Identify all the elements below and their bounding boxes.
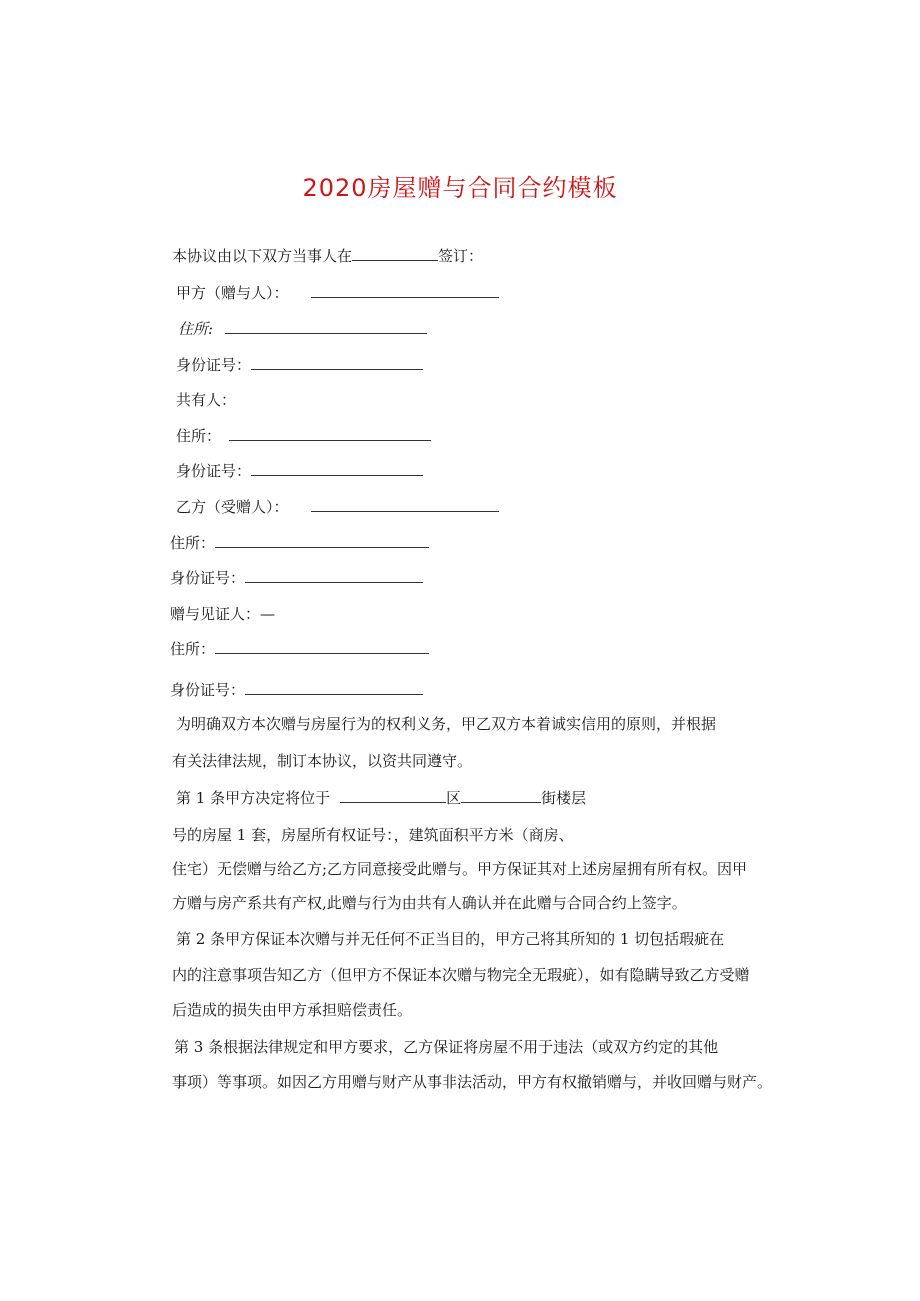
party-a-address-label: 住所: — [178, 320, 214, 338]
party-a-row — [176, 283, 499, 303]
witness-id-label: 身份证号： — [170, 681, 246, 699]
party-a-id-row — [176, 355, 423, 375]
party-b-id-row — [170, 568, 423, 588]
party-b-address-blank — [215, 533, 429, 548]
co-owner-address-blank — [229, 426, 431, 441]
article1-text-b: 区 — [446, 789, 462, 807]
co-owner-row — [176, 390, 236, 410]
party-b-label: 乙方（受赠人）： — [176, 498, 289, 516]
article1-line-2: 号的房屋 1 套，房屋所有权证号：，建筑面积平方米（商房、 — [172, 826, 574, 844]
party-a-id-label: 身份证号： — [176, 356, 252, 374]
intro-text-after: 签订： — [438, 247, 484, 265]
co-owner-id-blank — [251, 461, 423, 476]
article1-text-a: 第 1 条甲方决定将位于 — [176, 789, 331, 807]
article1-line-3: 住宅）无偿赠与给乙方;乙方同意接受此赠与。甲方保证其对上述房屋拥有所有权。因甲 — [172, 860, 748, 878]
preamble-line-2: 有关法律法规，制订本协议，以资共同遵守。 — [172, 752, 473, 770]
article1-text-c: 街楼层 — [541, 789, 587, 807]
witness-id-row — [170, 680, 423, 700]
party-b-address-label: 住所： — [170, 534, 216, 552]
party-b-id-blank — [245, 568, 423, 583]
party-b-address-row — [170, 533, 429, 553]
district-blank — [461, 788, 541, 803]
article1-line-4: 方赠与房产系共有产权,此赠与行为由共有人确认并在此赠与合同合约上签字。 — [172, 894, 687, 912]
witness-label: 赠与见证人：— — [170, 605, 276, 623]
co-owner-label: 共有人： — [176, 391, 237, 409]
location-blank — [340, 788, 446, 803]
intro-line — [172, 246, 483, 266]
co-owner-address-label: 住所： — [176, 427, 222, 445]
party-a-address-blank — [225, 319, 427, 334]
article2-line-3: 后造成的损失由甲方承担赔偿责任。 — [172, 1001, 413, 1019]
document-title: 2020房屋赠与合同合约模板 — [302, 174, 618, 202]
signing-place-blank — [352, 246, 438, 261]
party-a-blank — [311, 283, 499, 298]
party-a-label: 甲方（赠与人）： — [176, 284, 289, 302]
witness-address-row — [170, 639, 429, 659]
preamble-line-1: 为明确双方本次赠与房屋行为的权利义务，甲乙双方本着诚实信用的原则，并根据 — [176, 715, 717, 733]
party-b-id-label: 身份证号： — [170, 569, 246, 587]
co-owner-address-row — [176, 426, 431, 446]
article1-line-1 — [176, 788, 586, 808]
witness-address-blank — [215, 639, 429, 654]
party-a-address-row — [178, 319, 427, 339]
party-b-blank — [311, 497, 499, 512]
witness-row — [170, 604, 275, 624]
party-b-row — [176, 497, 499, 517]
article3-line-2: 事项）等事项。如因乙方用赠与财产从事非法活动，甲方有权撤销赠与，并收回赠与财产。 — [172, 1073, 773, 1091]
party-a-id-blank — [251, 355, 423, 370]
article3-line-1: 第 3 条根据法律规定和甲方要求，乙方保证将房屋不用于违法（或双方约定的其他 — [174, 1038, 719, 1056]
article2-line-1: 第 2 条甲方保证本次赠与并无任何不正当目的，甲方己将其所知的 1 切包括瑕疵在 — [176, 930, 725, 948]
co-owner-id-row — [176, 461, 423, 481]
witness-id-blank — [245, 680, 423, 695]
intro-text-before: 本协议由以下双方当事人在 — [172, 247, 353, 265]
article2-line-2: 内的注意事项告知乙方（但甲方不保证本次赠与物完全无瑕疵），如有隐瞒导致乙方受赠 — [172, 966, 750, 984]
witness-address-label: 住所： — [170, 640, 216, 658]
co-owner-id-label: 身份证号： — [176, 462, 252, 480]
